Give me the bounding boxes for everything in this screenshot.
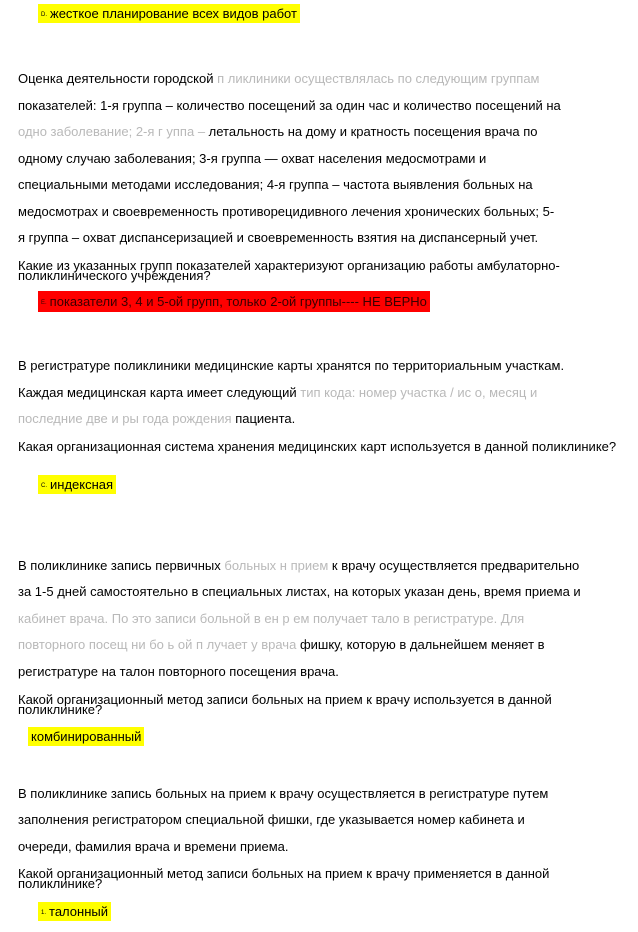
text-line	[18, 637, 545, 653]
text-line	[18, 71, 540, 87]
text-line: одному случаю заболевания; 3-я группа — охват населения медосмотрами и	[18, 151, 487, 166]
text-segment: пациента.	[235, 411, 296, 426]
text-line: медосмотрах и своевременность противорецидивного лечения хронических больных; 5-	[18, 204, 555, 219]
text-line: регистратуре на талон повторного посещения врача.	[18, 664, 339, 679]
answer-number: C.	[41, 482, 47, 489]
answer-text: талонный	[49, 904, 108, 919]
answer-text: показатели 3, 4 и 5-ой групп, только 2-ой группы---- НЕ ВЕРНо	[49, 294, 427, 309]
question-text: Какие из указанных групп показателей характеризуют организацию работы амбулаторно-поликлинического учреждения?	[18, 258, 560, 283]
text-line	[18, 385, 537, 401]
answer-text: жесткое планирование всех видов работ	[50, 6, 297, 21]
text-line	[18, 558, 579, 574]
text-segment: Оценка деятельности городской	[18, 71, 214, 86]
text-segment: летальность на дому и кратность посещения врача по	[208, 124, 538, 139]
answer	[28, 729, 144, 744]
answer-text: комбинированный	[28, 727, 144, 746]
faded-text: одно заболевание; 2-я г уппа –	[18, 124, 206, 139]
text-line: за 1-5 дней самостоятельно в специальных листах, на которых указан день, время приема и	[18, 584, 581, 599]
text-line: я группа – охват диспансеризацией и своевременность взятия на диспансерный учет.	[18, 230, 539, 245]
faded-text-line: кабинет врача. По это записи больной в ен р ем получает тало в регистратуре. Для	[18, 611, 525, 626]
faded-text: п ликлиники осуществлялась по следующим группам	[217, 71, 540, 86]
faded-text: последние две и ры года рождения	[18, 411, 232, 426]
text-line: специальными методами исследования; 4-я группа – частота выявления больных на	[18, 177, 533, 192]
text-segment: к врачу осуществляется предварительно	[331, 558, 580, 573]
text-segment: Каждая медицинская карта имеет следующий	[18, 385, 297, 400]
text-line: заполнения регистратором специальной фишки, где указывается номер кабинета и	[18, 812, 525, 827]
question-text: Какая организационная система хранения медицинских карт используется в данной поликлинике?	[18, 439, 617, 454]
text-segment: В поликлинике запись первичных	[18, 558, 221, 573]
text-line: В поликлинике запись больных на прием к врачу осуществляется в регистратуре путем	[18, 786, 549, 801]
answer-number: 1.	[41, 909, 47, 916]
text-line: В регистратуре поликлиники медицинские карты хранятся по территориальным участкам.	[18, 358, 565, 373]
answer-top	[38, 6, 300, 21]
question-text: Какой организационный метод записи больных на прием к врачу используется в данной поликлинике?	[18, 692, 552, 717]
text-line	[18, 411, 295, 427]
question-text: Какой организационный метод записи больных на прием к врачу применяется в данной поликлинике?	[18, 866, 550, 891]
faded-text: повторного посещ ни бо ь ой п лучает у врача	[18, 637, 297, 652]
answer-number: D.	[41, 11, 47, 18]
answer	[38, 477, 116, 492]
answer-text: индексная	[50, 477, 114, 492]
answer	[38, 294, 430, 309]
faded-text: больных н прием	[224, 558, 329, 573]
text-line: очереди, фамилия врача и времени приема.	[18, 839, 289, 854]
text-segment: фишку, которую в дальнейшем меняет в	[299, 637, 545, 652]
faded-text: тип кода: номер участка / ис о, месяц и	[300, 385, 538, 400]
text-line: показателей: 1-я группа – количество посещений за один час и количество посещений на	[18, 98, 561, 113]
answer	[38, 904, 111, 919]
text-line	[18, 124, 538, 140]
answer-number: E.	[41, 299, 47, 306]
